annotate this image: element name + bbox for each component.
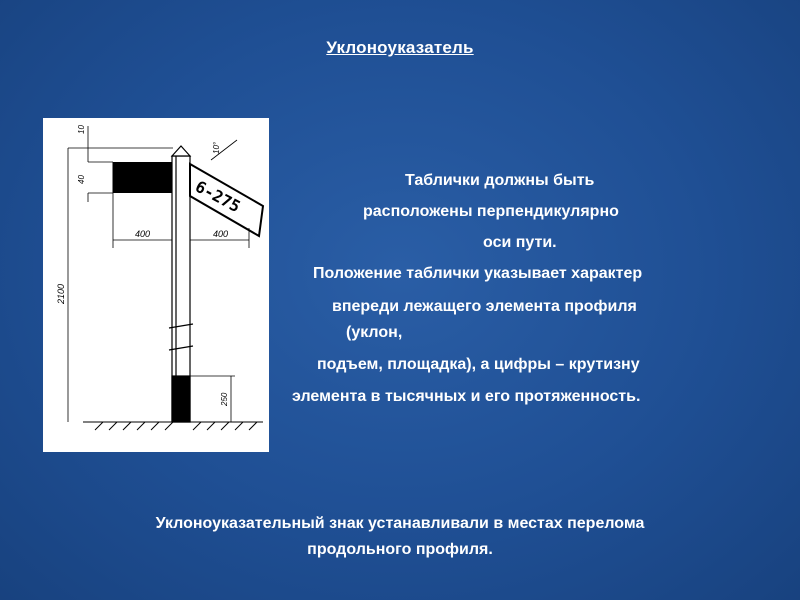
sign-drawing [43,118,269,452]
bottom-text [0,511,800,563]
ground [83,422,263,430]
slanted-plate [190,164,263,236]
text-line-7: подъем, площадка), а цифры – крутизну [317,356,640,373]
bottom-line-2: продольного профиля. [307,541,493,558]
left-plate [113,162,172,193]
text-line-8: элемента в тысячных и его протяженность. [292,388,641,405]
text-line-2: расположены перпендикулярно [363,203,619,220]
dim-top: 10 [77,125,86,134]
dim-right: 400 [213,229,229,239]
dim-height: 2100 [56,283,66,304]
dim-slant: 10° [212,141,221,154]
dim-left: 400 [135,229,151,239]
text-line-1: Таблички должны быть [405,172,595,189]
sign-number: 6-275 [192,176,244,217]
text-line-4: Положение таблички указывает характер [313,265,643,282]
text-line-5: впереди лежащего элемента профиля [332,298,637,315]
bottom-line-1: Уклоноуказательный знак устанавливали в местах перелома [155,515,645,532]
slide-title: Уклоноуказатель [326,38,474,57]
text-line-3: оси пути. [483,234,557,251]
dim-plate: 40 [77,175,86,184]
text-line-6: (уклон, [346,324,403,341]
dim-base: 250 [220,392,229,406]
